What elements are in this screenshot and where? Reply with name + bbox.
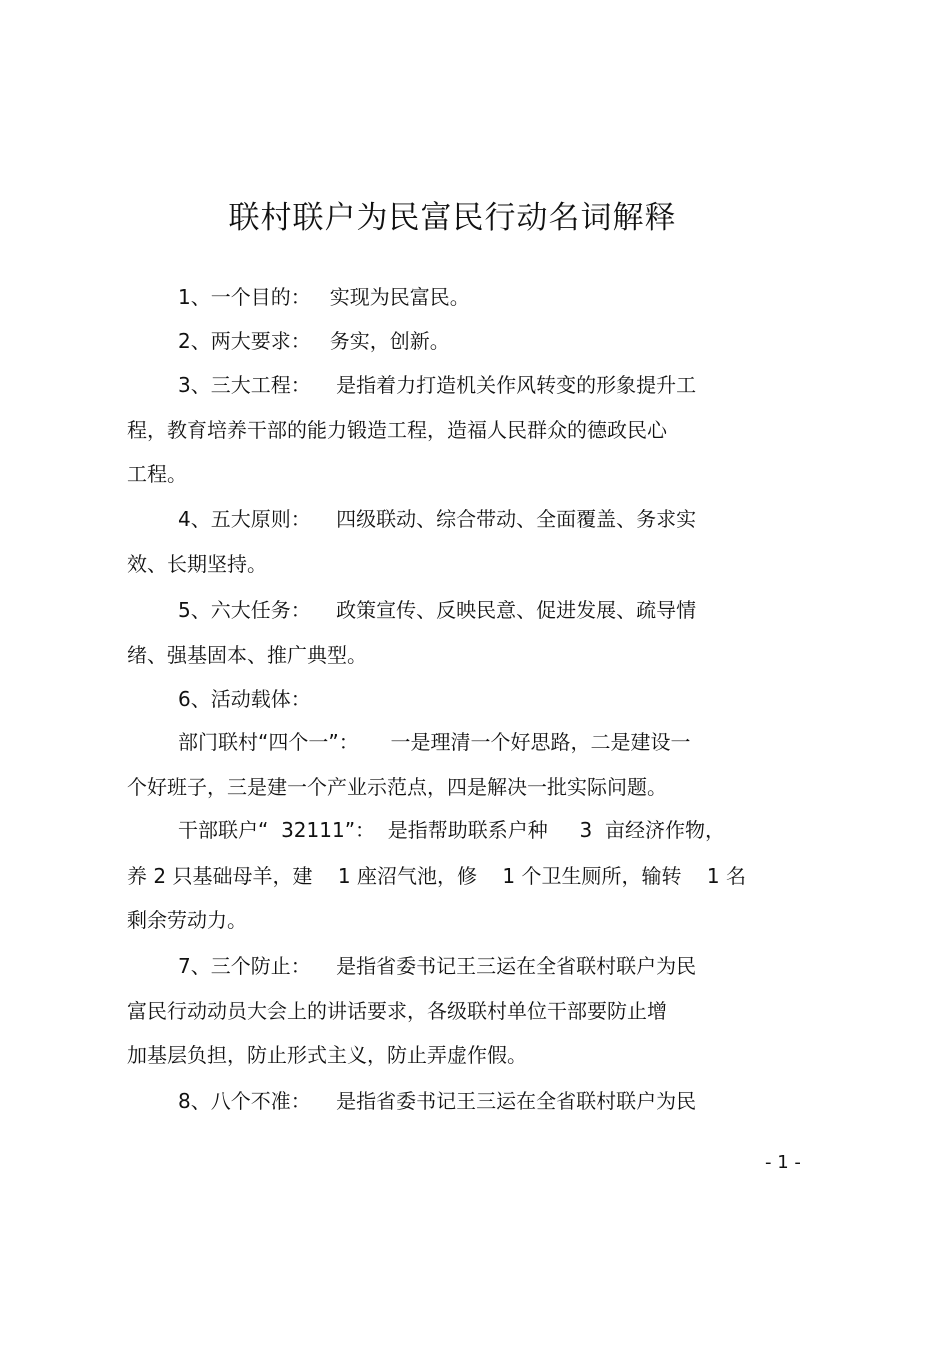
paragraph-line: 富民行动动员大会上的讲话要求，各级联村单位干部要防止增 xyxy=(127,999,667,1023)
paragraph-line: 5、六大任务： 政策宣传、反映民意、促进发展、疏导情 xyxy=(178,598,697,622)
paragraph-line: 7、三个防止： 是指省委书记王三运在全省联村联户为民 xyxy=(178,954,697,978)
paragraph-line: 程，教育培养干部的能力锻造工程，造福人民群众的德政民心 xyxy=(127,418,667,442)
paragraph-line: 2、两大要求： 务实，创新。 xyxy=(178,329,450,353)
paragraph-line: 剩余劳动力。 xyxy=(127,908,247,932)
paragraph-line: 3、三大工程： 是指着力打造机关作风转变的形象提升工 xyxy=(178,373,697,397)
page-number: - 1 - xyxy=(765,1152,801,1173)
paragraph-line: 1、一个目的： 实现为民富民。 xyxy=(178,285,470,309)
paragraph-line: 个好班子，三是建一个产业示范点，四是解决一批实际问题。 xyxy=(127,775,667,799)
paragraph-line: 4、五大原则： 四级联动、综合带动、全面覆盖、务求实 xyxy=(178,507,697,531)
paragraph-line: 干部联户“ 32111”： 是指帮助联系户种 3 亩经济作物， xyxy=(178,818,726,842)
paragraph-line: 绪、强基固本、推广典型。 xyxy=(127,643,367,667)
document-title: 联村联户为民富民行动名词解释 xyxy=(228,200,677,236)
paragraph-line: 部门联村“四个一”： 一是理清一个好思路，二是建设一 xyxy=(178,730,691,754)
paragraph-line: 效、长期坚持。 xyxy=(127,552,267,576)
paragraph-line: 6、活动载体： xyxy=(178,687,311,711)
paragraph-line: 加基层负担，防止形式主义，防止弄虚作假。 xyxy=(127,1043,527,1067)
paragraph-line: 养 2 只基础母羊，建 1 座沼气池，修 1 个卫生厕所，输转 1 名 xyxy=(127,864,746,888)
paragraph-line: 工程。 xyxy=(127,462,187,486)
paragraph-line: 8、八个不准： 是指省委书记王三运在全省联村联户为民 xyxy=(178,1089,697,1113)
